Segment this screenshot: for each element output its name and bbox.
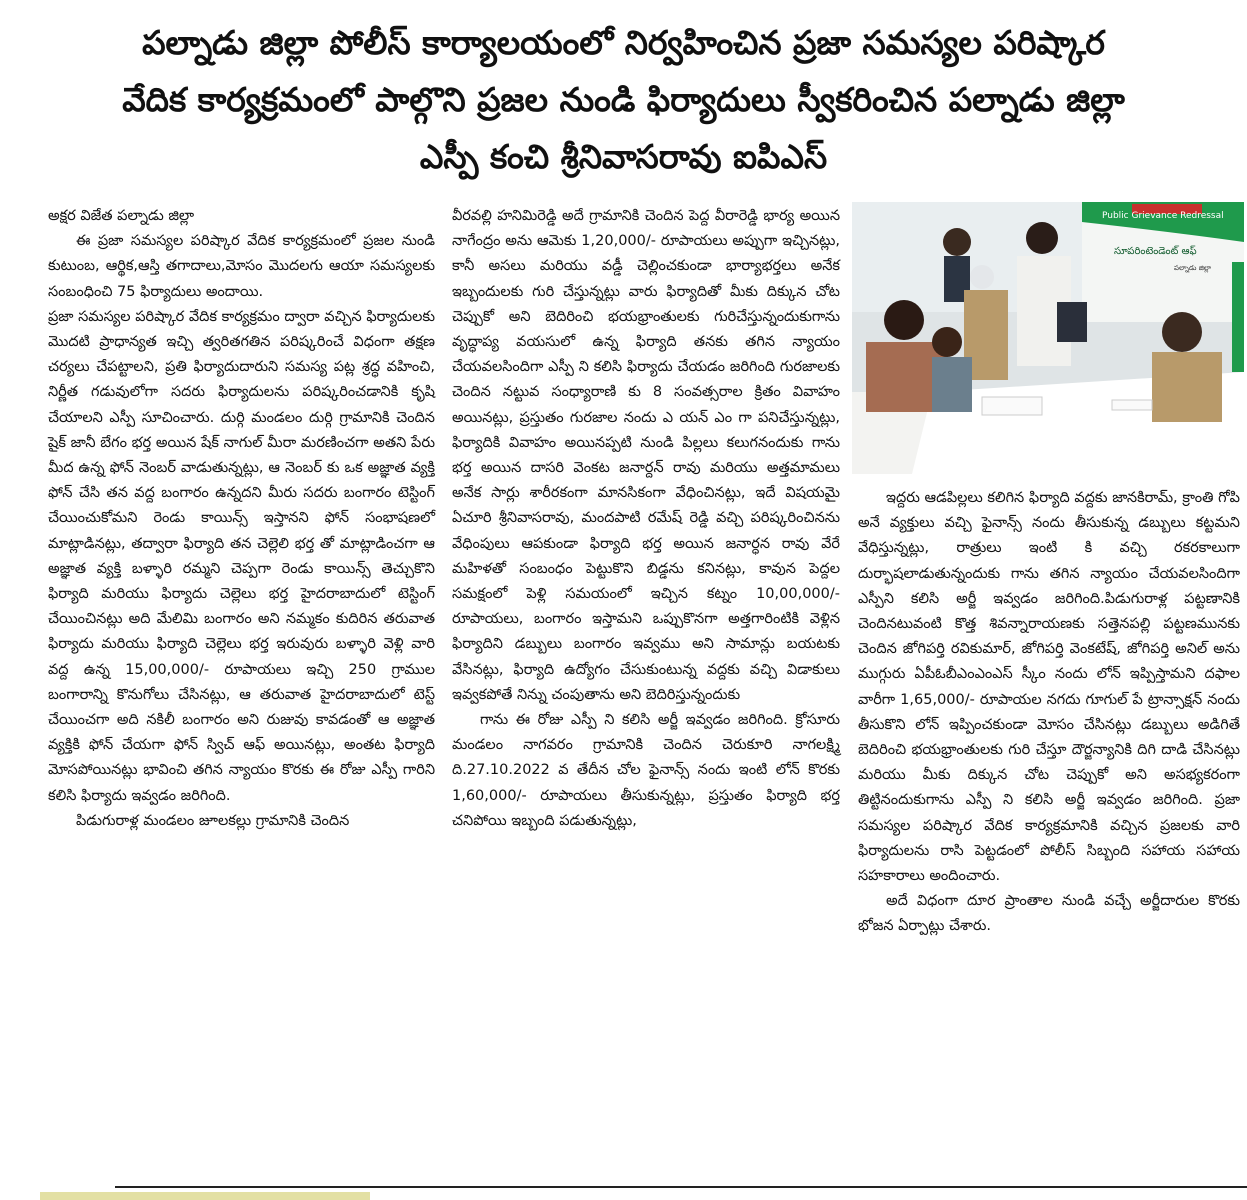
paragraph: అదే విధంగా దూర ప్రాంతాల నుండి వచ్చే అర్జీదారుల కొరకు భోజన ఏర్పాట్లు చేశారు. — [858, 893, 1240, 935]
paragraph: పిడుగురాళ్ల మండలం జూలకల్లు గ్రామానికి చెందిన — [76, 812, 350, 829]
bottom-mark — [40, 1192, 370, 1200]
article-column-3 — [858, 486, 1240, 940]
paragraph: వీరవల్లి హనిమిరెడ్డి అదే గ్రామానికి చెందిన పెద్ద వీరారెడ్డి భార్య అయిన నాగేంద్రం అను ఆమెకు 1,20,000/- రూపాయలు అప్పుగా ఇచ్చినట్లు, కానీ అసలు మరియు వడ్డీ చెల్లించకుండా భార్యాభర్తలు అనేక ఇబ్బందులకు గురి చేస్తున్నట్లు వారు ఫిర్యాదితో మీకు దిక్కున చోట చెప్పుకో అని బెదిరించి భయభ్రాంతులకు గురిచేస్తున్నందుకుగాను వృద్ధాప్య వయసులో ఉన్న ఫిర్యాది తనకు తగిన న్యాయం చేయవలసిందిగా ఎస్పీ ని కలిసి ఫిర్యాదు చేయడం జరిగింది గురజాలకు చెందిన నట్టువ సంధ్యారాణి కు 8 సంవత్సరాల క్రితం వివాహం అయినట్లు, ప్రస్తుతం గురజాల నందు ఎ యన్ ఎం గా పనిచేస్తున్నట్లు, ఫిర్యాదికి వివాహం అయినప్పటి నుండి పిల్లలు కలుగనందుకు గాను భర్త అయిన దాసరి వెంకట జనార్దన్ రావు మరియు అత్తమామలు అనేక సార్లు శారీరకంగా మానసికంగా వేధించినట్లు, ఇదే విషయమై ఏచూరి శ్రీనివాసరావు, మందపాటి రమేష్ రెడ్డి వచ్చి పరిష్కరించినను వేధింపులు ఆపకుండా ఫిర్యాది భర్త అయిన జనార్ధన రావు వేరే మహిళతో సంబంధం పెట్టుకొని బిడ్డను కనినట్లు, కావున పెద్దల సమక్షంలో పెళ్లి సమయంలో ఇచ్చిన కట్నం 10,00,000/- రూపాయలు, బంగారం ఇస్తామని ఒప్పుకొనగా అత్తగారింటికి వెళ్లిన ఫిర్యాదిని డబ్బులు బంగారం ఇవ్వము అని సామాన్లు బయటకు వేసినట్లు, ఫిర్యాది ఉద్యోగం చేసుకుంటున్న వద్దకు వచ్చి విడాకులు ఇవ్వకపోతే నిన్ను చంపుతాను అని బెదిరిస్తున్నందుకు — [452, 208, 840, 703]
headline — [10, 14, 1237, 185]
article-column-2 — [452, 204, 840, 834]
event-photo — [852, 202, 1244, 474]
paragraph: గాను ఈ రోజు ఎస్పీ ని కలిసి అర్జీ ఇవ్వడం జరిగింది. క్రోసూరు మండలం నాగవరం గ్రామానికి చెందిన చెరుకూరి నాగలక్ష్మి ది.27.10.2022 వ తేదీన చోల ఫైనాన్స్ నందు ఇంటి లోన్ కొరకు 1,60,000/- రూపాయలు తీసుకున్నట్లు, ప్రస్తుతం ఫిర్యాది భర్త చనిపోయి ఇబ్బంది పడుతున్నట్లు, — [452, 712, 840, 829]
dateline: అక్షర విజేత పల్నాడు జిల్లా — [48, 208, 195, 224]
paragraph: ప్రజా సమస్యల పరిష్కార వేదిక కార్యక్రమం ద్వారా వచ్చిన ఫిర్యాదులకు మొదటి ప్రాధాన్యత ఇచ్చి త్వరితగతిన పరిష్కరించే విధంగా తక్షణ చర్యలు చేపట్టాలని, ప్రతి ఫిర్యాదుదారుని సమస్య పట్ల శ్రద్ధ వహించి, నిర్ణీత గడువులోగా సదరు ఫిర్యాదులను పరిష్కరించడానికి కృషి చేయాలని ఎస్పీ సూచించారు. దుర్గి మండలం దుర్గి గ్రామానికి చెందిన షైక్ జానీ బేగం భర్త అయిన షేక్ నాగుల్ మీరా మరణించగా అతని పేరు మీద ఉన్న ఫోన్ నెంబర్ వాడుతున్నట్లు, ఆ నెంబర్ కు ఒక అజ్ఞాత వ్యక్తి ఫోన్ చేసి తన వద్ద బంగారం ఉన్నదని మీరు సదరు బంగారం టెస్టింగ్ చేయించుకోమని రెండు కాయిన్స్ ఇస్తానని ఫోన్ సంభాషణలో మాట్లాడినట్లు, తద్వారా ఫిర్యాది తన చెల్లెలి భర్త తో మాట్లాడించగా ఆ అజ్ఞాత వ్యక్తి బళ్ళారి రమ్మని చెప్పగా రెండు కాయిన్స్ తెచ్చుకొని ఫిర్యాది మరియు ఫిర్యాదు చెల్లెలు భర్త హైదరాబాదులో టెస్టింగ్ చేయించినట్లు అది మేలిమి బంగారం అని నమ్మకం కుదిరిన తరువాత ఫిర్యాదు మరియు ఫిర్యాది చెల్లెలు భర్త ఇరువురు బళ్ళారి వెళ్లి వారి వద్ద ఉన్న 15,00,000/- రూపాయలు ఇచ్చి 250 గ్రాముల బంగారాన్ని కొనుగోలు చేసినట్లు, ఆ తరువాత హైదరాబాదులో టెస్ట్ చేయించగా అది నకిలీ బంగారం అని రుజువు కావడంతో ఆ అజ్ఞాత వ్యక్తికి ఫోన్ చేయగా ఫోన్ స్విచ్ ఆఫ్ అయినట్లు, అంతట ఫిర్యాది మోసపోయినట్లు భావించి తగిన న్యాయం కొరకు ఈ రోజు ఎస్పీ గారిని కలిసి ఫిర్యాదు ఇవ్వడం జరిగింది. — [48, 308, 435, 804]
paragraph: ఈ ప్రజా సమస్యల పరిష్కార వేదిక కార్యక్రమంలో ప్రజల నుండి కుటుంబ, ఆర్థిక,ఆస్తి తగాదాలు,మోసం మొదలగు ఆయా సమస్యలకు సంబంధించి 75 ఫిర్యాదులు అందాయి. — [48, 233, 435, 300]
paragraph: ఇద్దరు ఆడపిల్లలు కలిగిన ఫిర్యాది వద్దకు జానకిరామ్, క్రాంతి గోపి అనే వ్యక్తులు వచ్చి ఫైనాన్స్ నందు తీసుకున్న డబ్బులు కట్టమని వేధిస్తున్నట్లు, రాత్రులు ఇంటి కి వచ్చి రకరకాలుగా దుర్భాషలాడుతున్నందుకు గాను తగిన న్యాయం చేయవలసిందిగా ఎస్పీని కలిసి అర్జీ ఇవ్వడం జరిగింది.పిడుగురాళ్ల పట్టణానికి చెందినటువంటి కొత్త శివన్నారాయణకు సత్తెనపల్లి పట్టణమునకు చెందిన జోగిపర్తి రవికుమార్, జోగిపర్తి వెంకటేష్, జోగిపర్తి అనిల్ అను ముగ్గురు ఏపీఓబీఎంఎంఎస్ స్కీం నందు లోన్ ఇప్పిస్తామని దఫాల వారీగా 1,65,000/- రూపాయల నగదు గూగుల్ పే ట్రాన్సాక్షన్ నందు తీసుకొని లోన్ ఇప్పించకుండా మోసం చేసినట్లు డబ్బులు అడిగితే బెదిరించి భయభ్రాంతులకు గురి చేస్తూ దౌర్జన్యానికి దిగి దాడి చేసినట్లు మరియు మీకు దిక్కున చోట చెప్పుకో అని అసభ్యకరంగా తిట్టినందుకుగాను ఎస్పీ ని కలిసి అర్జీ ఇవ్వడం జరిగింది. ప్రజా సమస్యల పరిష్కార వేదిక కార్యక్రమానికి వచ్చిన ప్రజలకు వారి ఫిర్యాదులను రాసి పెట్టడంలో పోలీస్ సిబ్బంది సహాయ సహాయ సహకారాలు అందించారు. — [858, 490, 1240, 885]
headline-line-2: వేదిక కార్యక్రమంలో పాల్గొని ప్రజల నుండి ఫిర్యాదులు స్వీకరించిన పల్నాడు జిల్లా — [122, 80, 1125, 119]
banner-text: Public Grievance Redressal — [1102, 211, 1224, 221]
banner-text-2: సూపరింటెండెంట్ ఆఫ్ — [1114, 246, 1197, 257]
bottom-rule — [115, 1186, 1247, 1188]
article-column-1 — [48, 204, 435, 834]
headline-line-3: ఎస్పీ కంచి శ్రీనివాసరావు ఐపిఎస్ — [419, 137, 828, 176]
banner-text-3: పల్నాడు జిల్లా — [1174, 264, 1212, 272]
headline-line-1: పల్నాడు జిల్లా పోలీస్ కార్యాలయంలో నిర్వహించిన ప్రజా సమస్యల పరిష్కార — [142, 23, 1105, 62]
